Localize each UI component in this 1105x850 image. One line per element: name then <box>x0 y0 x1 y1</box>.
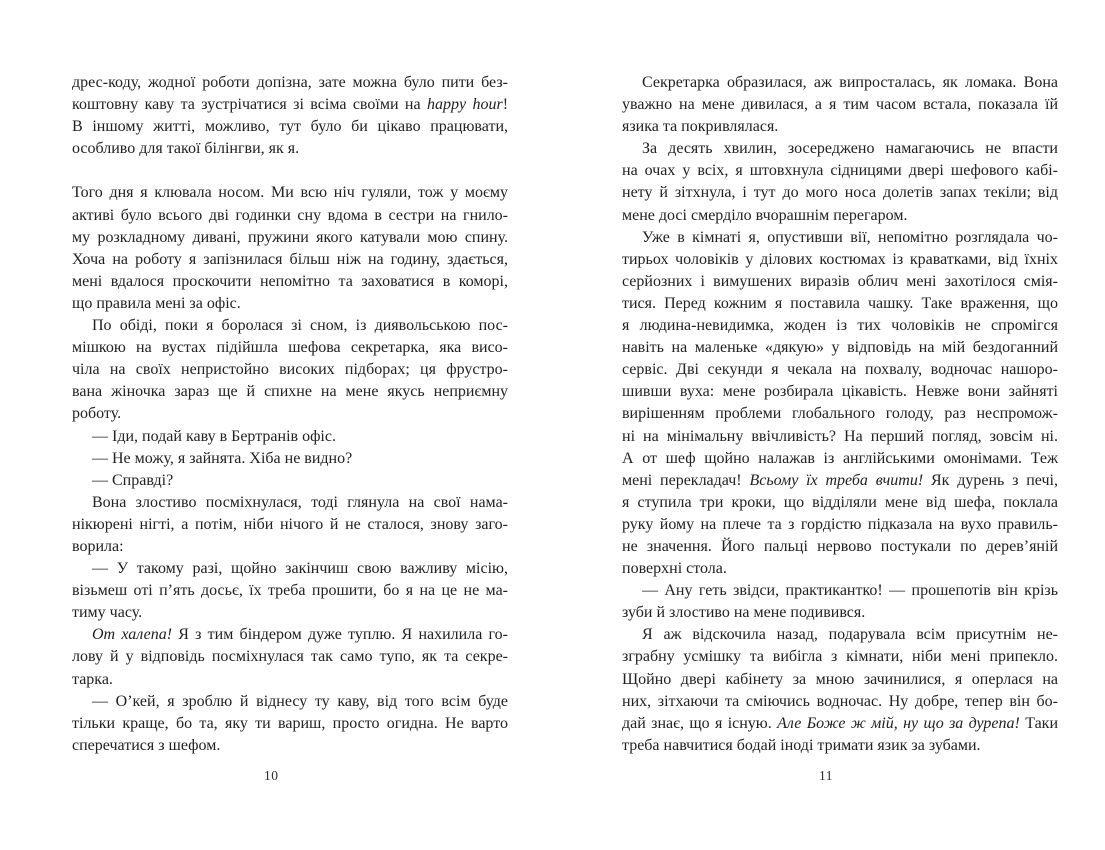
page-number-left: 10 <box>264 768 279 783</box>
text-segment: них, зітхаючи та сміючись водночас. Ну добре, тепер він бо- <box>622 692 1058 710</box>
text-line <box>622 713 1058 735</box>
text-segment: Вона злостиво посміхнулася, тоді глянула на свої нама- <box>92 493 508 511</box>
text-line <box>72 536 508 558</box>
text-line <box>622 624 1058 646</box>
text-line <box>72 293 508 315</box>
text-segment: сервіс. Дві секунди я чекала на похвалу, водночас нашоро- <box>622 361 1058 379</box>
text-segment: не значення. Його пальці нервово постукали по дерев’яній <box>622 537 1058 555</box>
text-line <box>622 72 1058 94</box>
text-line <box>72 691 508 713</box>
text-segment: Я аж відскочила назад, подарувала всім присутнім не- <box>642 626 1058 644</box>
text-segment: Таки <box>1019 714 1059 732</box>
text-segment: В іншому житті, можливо, тут було би цікаво працювати, <box>72 118 508 136</box>
text-segment: Хоча на роботу я запізнилася більш ніж на годину, здається, <box>72 250 508 268</box>
text-segment: тиму часу. <box>72 604 143 622</box>
text-segment: — У такому разі, щойно закінчиш свою важливу місію, <box>92 560 508 578</box>
text-line <box>622 205 1058 227</box>
paragraph-spacer <box>72 160 508 182</box>
text-line <box>622 426 1058 448</box>
text-segment: вирішенням проблеми глобального голоду, раз неспромож- <box>622 405 1058 423</box>
text-segment: — Справді? <box>92 471 174 489</box>
text-line <box>622 514 1058 536</box>
text-line <box>622 492 1058 514</box>
text-line <box>622 448 1058 470</box>
text-segment: зуби й злостиво на мене подивився. <box>622 604 866 622</box>
text-segment: що правила мені за офіс. <box>72 294 241 312</box>
text-line <box>72 713 508 735</box>
text-line <box>72 580 508 602</box>
text-segment: шивши вуха: мене розбирала цікавість. Невже вони зайняті <box>622 383 1058 401</box>
text-segment: поверхні стола. <box>622 560 727 578</box>
text-segment: За десять хвилин, зосереджено намагаючись не впасти <box>642 140 1058 158</box>
text-line <box>72 669 508 691</box>
italic-phrase: Але Боже ж мій, ну що за дурепа! <box>777 714 1020 732</box>
text-line <box>72 94 508 116</box>
text-segment: му розкладному дивані, пружини якого катували мою спину. <box>72 228 508 246</box>
text-segment: серйозних і вимушених виразів облич мені захотілося смія- <box>622 272 1058 290</box>
text-line <box>622 227 1058 249</box>
text-segment: Як дурень з печі, <box>923 471 1058 489</box>
text-line <box>72 470 508 492</box>
text-segment: дрес-коду, жодної роботи допізна, зате можна було пити без- <box>72 74 508 91</box>
text-segment: язика та покривлялася. <box>622 118 779 136</box>
text-line <box>72 492 508 514</box>
text-line <box>72 227 508 249</box>
text-line <box>622 536 1058 558</box>
text-segment: Щойно двері кабінету за мною зачинилися, я оперлася на <box>622 670 1058 688</box>
text-line <box>622 602 1058 624</box>
text-segment: роботу. <box>72 405 122 423</box>
text-line <box>622 558 1058 580</box>
text-line <box>622 160 1058 182</box>
text-segment: тися. Перед кожним я поставила чашку. Таке враження, що <box>622 294 1058 312</box>
text-line <box>72 514 508 536</box>
text-segment: — Не можу, я зайнята. Хіба не видно? <box>92 449 353 467</box>
text-segment: особливо для такої білінгви, як я. <box>72 140 300 158</box>
text-line <box>72 116 508 138</box>
text-line <box>622 94 1058 116</box>
text-line <box>622 138 1058 160</box>
text-line <box>622 293 1058 315</box>
text-segment: руку йому на плече та з гордістю підказала на вухо правиль- <box>622 515 1058 533</box>
text-line <box>622 271 1058 293</box>
italic-phrase: happy hour <box>426 96 503 114</box>
text-segment: ! <box>502 96 509 114</box>
text-segment: я людина-невидимка, жоден із тих чоловіків не спромігся <box>622 317 1058 335</box>
text-segment: ворила: <box>72 537 124 555</box>
text-line <box>622 669 1058 691</box>
text-line <box>72 138 508 160</box>
text-segment: активі було всього дві годинки сну вдома в сестри на гнило- <box>72 206 508 224</box>
text-segment: вана жіночка зараз ще й спихне на мене якусь неприємну <box>72 383 508 401</box>
text-segment: Уже в кімнаті я, опустивши вії, непомітно розглядала чо- <box>642 228 1058 246</box>
text-line <box>622 182 1058 204</box>
text-segment: зграбну усмішку та вибігла з кімнати, ніби мені припекло. <box>622 648 1058 666</box>
text-segment: Я з тим біндером дуже туплю. Я нахилила го- <box>172 626 509 644</box>
text-line <box>622 735 1058 757</box>
text-segment: візьмеш оті п’ять досьє, їх треба прошити, бо я на це не ма- <box>72 582 508 600</box>
text-line <box>72 448 508 470</box>
text-segment: уважно на мене дивилася, а я тим часом встала, показала їй <box>622 96 1058 114</box>
text-segment: мені вдалося проскочити непомітно та заховатися в коморі, <box>72 272 508 290</box>
text-line <box>622 403 1058 425</box>
text-segment: треба навчитися бодай іноді тримати язик за зубами. <box>622 736 981 754</box>
text-line <box>622 381 1058 403</box>
text-segment: ні на мінімальну ввічливість? На перший погляд, зовсім ні. <box>622 427 1058 445</box>
text-line <box>72 624 508 646</box>
text-segment: лову й у відповідь посміхнулася так само тупо, як та секре- <box>72 648 508 666</box>
text-segment: коштовну каву та зустрічатися зі всіма своїми на <box>72 96 427 114</box>
left-page-text <box>72 72 508 757</box>
text-line <box>622 646 1058 668</box>
text-segment: тарка. <box>72 670 113 688</box>
text-segment: — Ану геть звідси, практикантко! — прошепотів він крізь <box>642 582 1058 600</box>
text-line <box>72 271 508 293</box>
text-line <box>72 337 508 359</box>
text-line <box>72 72 508 94</box>
text-line <box>622 580 1058 602</box>
text-segment: на очах у всіх, я штовхнула сідницями двері шефового кабі- <box>622 162 1058 180</box>
text-line <box>622 359 1058 381</box>
text-line <box>72 381 508 403</box>
text-line <box>72 359 508 381</box>
text-line <box>72 249 508 271</box>
text-line <box>622 337 1058 359</box>
right-page-text <box>622 72 1058 757</box>
text-segment: тирьох чоловіків у ділових костюмах із краватками, від їхніх <box>622 250 1058 268</box>
text-segment: сперечатися з шефом. <box>72 736 221 754</box>
text-line <box>622 116 1058 138</box>
text-line <box>72 646 508 668</box>
text-line <box>622 470 1058 492</box>
text-segment: Того дня я клювала носом. Ми всю ніч гуляли, тож у моєму <box>72 184 508 202</box>
text-segment: навіть на маленьке «дякую» у відповідь на мій бездоганний <box>622 339 1058 357</box>
text-segment: По обіді, поки я боролася зі сном, із диявольською пос- <box>92 317 508 335</box>
text-line <box>622 691 1058 713</box>
text-line <box>72 205 508 227</box>
text-segment: мені перекладач! <box>622 471 750 489</box>
text-segment: чіла на своїх непристойно високих підборах; ця фрустро- <box>72 361 508 379</box>
text-segment: я ступила три кроки, що відділяли мене від шефа, поклала <box>622 493 1058 511</box>
italic-phrase: Всьому їх треба вчити! <box>749 471 924 489</box>
text-line <box>72 735 508 757</box>
text-segment: мене досі смерділо вчорашнім перегаром. <box>622 206 908 224</box>
text-segment: мішкою на вустах підійшла шефова секретарка, яка висо- <box>72 339 508 357</box>
text-segment: тільки краще, бо та, яку ти вариш, просто огидна. Не варто <box>72 714 508 732</box>
text-line <box>622 315 1058 337</box>
text-line <box>72 403 508 425</box>
text-line <box>72 315 508 337</box>
text-segment: нікюрені нігті, а потім, ніби нічого й не сталося, знову заго- <box>72 515 508 533</box>
text-segment: — Іди, подай каву в Бертранів офіс. <box>92 427 336 445</box>
text-segment: — О’кей, я зроблю й віднесу ту каву, від того всім буде <box>92 692 508 710</box>
text-line <box>72 182 508 204</box>
text-line <box>72 602 508 624</box>
text-line <box>622 249 1058 271</box>
text-line <box>72 558 508 580</box>
italic-phrase: От халепа! <box>92 626 173 644</box>
text-segment: нету й зітхнула, і тут до мого носа долетів запах текіли; від <box>622 184 1058 202</box>
text-segment: А от шеф щойно налажав із англійськими омонімами. Теж <box>622 449 1058 467</box>
text-line <box>72 426 508 448</box>
text-segment: дай знає, що я існую. <box>622 714 778 732</box>
page-number-right: 11 <box>819 768 833 783</box>
text-segment: Секретарка образилася, аж випросталась, як ломака. Вона <box>642 74 1058 91</box>
